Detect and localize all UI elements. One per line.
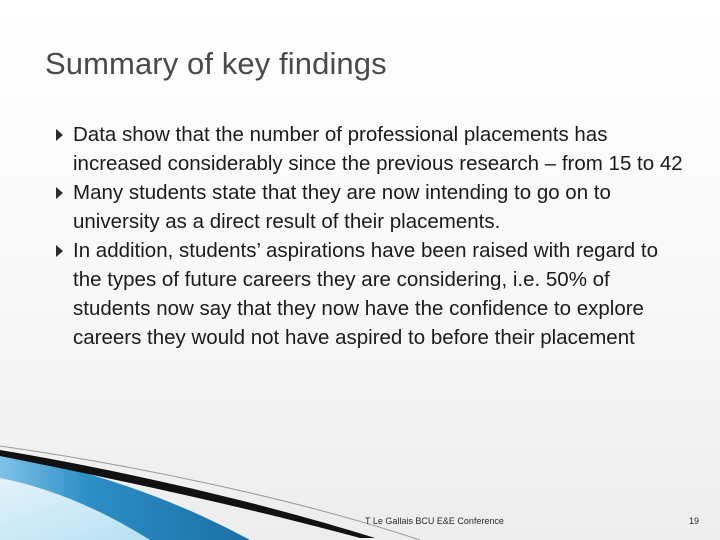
bullet-list xyxy=(50,120,690,352)
footer-text: T Le Gallais BCU E&E Conference xyxy=(365,516,504,526)
bullet-item xyxy=(50,120,690,178)
bullet-text: In addition, students’ aspirations have been raised with regard to the types of future careers they are considering, i.e. 50% of students now say that they now have the confidence to explore careers they would not have aspired to before their placement xyxy=(73,239,658,349)
bullet-text: Many students state that they are now intending to go on to university as a direct result of their placements. xyxy=(73,181,611,233)
page-number: 19 xyxy=(689,516,700,526)
triangle-right-icon xyxy=(56,187,63,199)
triangle-right-icon xyxy=(56,245,63,257)
decorative-swoosh xyxy=(0,430,720,540)
bullet-item xyxy=(50,178,690,236)
triangle-right-icon xyxy=(56,129,63,141)
bullet-text: Data show that the number of professional placements has increased considerably since the previous research – from 15 to 42 xyxy=(73,123,683,175)
slide-title: Summary of key findings xyxy=(45,46,387,81)
bullet-item xyxy=(50,236,690,352)
